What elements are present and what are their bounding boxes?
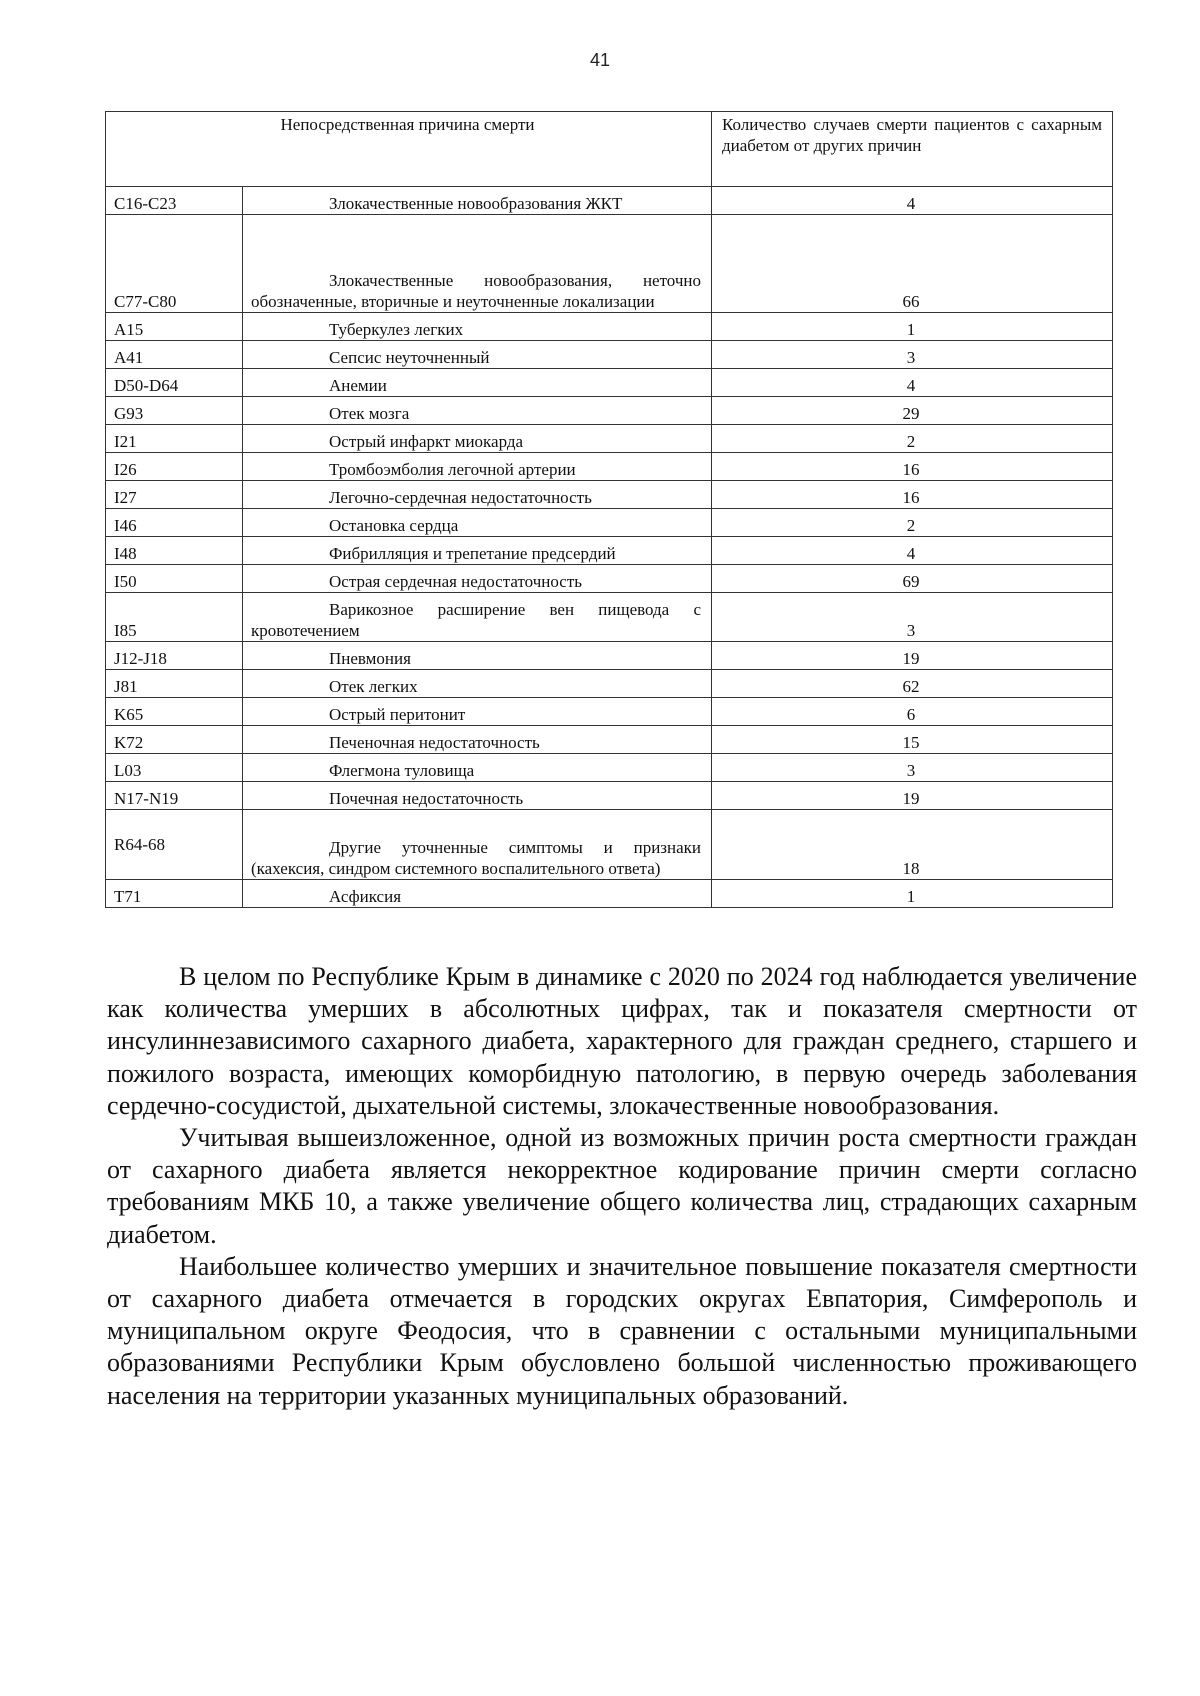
table-row — [106, 341, 1113, 369]
paragraph: Наибольшее количество умерших и значительное повышение показателя смертности от сахарного диабета отмечается в городских округах Евпатория, Симферополь и муниципальном округе Феодосия, что в сравнении с остальными муниципальными образованиями Республики Крым обусловлено большой численностью проживающего населения на территории указанных муниципальных образований. — [107, 1251, 1137, 1410]
icd-code: T71 — [106, 880, 243, 908]
icd-code: D50-D64 — [106, 369, 243, 397]
death-causes-table — [105, 111, 1113, 908]
icd-code: I21 — [106, 425, 243, 453]
icd-code: L03 — [106, 754, 243, 782]
paragraph: В целом по Республике Крым в динамике с 2020 по 2024 год наблюдается увеличение как количества умерших в абсолютных цифрах, так и показателя смертности от инсулиннезависимого сахарного диабета, характерного для граждан среднего, старшего и пожилого возраста, имеющих коморбидную патологию, в первую очередь заболевания сердечно-сосудистой, дыхательной системы, злокачественные новообразования. — [107, 962, 1137, 1120]
case-count: 3 — [712, 754, 1113, 782]
table-row — [106, 215, 1113, 313]
case-count: 19 — [712, 782, 1113, 810]
table-row — [106, 481, 1113, 509]
icd-code: J12-J18 — [106, 642, 243, 670]
table-row — [106, 565, 1113, 593]
cause-name: Легочно-сердечная недостаточность — [243, 481, 712, 509]
cause-name: Острый перитонит — [243, 698, 712, 726]
case-count: 69 — [712, 565, 1113, 593]
case-count: 18 — [712, 810, 1113, 880]
table-header-row — [106, 112, 1113, 187]
case-count: 4 — [712, 369, 1113, 397]
cause-name: Злокачественные новообразования, неточно обозначенные, вторичные и неуточненные локализации — [243, 215, 712, 313]
header-cause: Непосредственная причина смерти — [106, 112, 712, 187]
cause-name: Флегмона туловища — [243, 754, 712, 782]
icd-code: R64-68 — [106, 810, 243, 880]
icd-code: J81 — [106, 670, 243, 698]
case-count: 3 — [712, 341, 1113, 369]
icd-code: A41 — [106, 341, 243, 369]
cause-name: Тромбоэмболия легочной артерии — [243, 453, 712, 481]
cause-name: Фибрилляция и трепетание предсердий — [243, 537, 712, 565]
cause-name: Почечная недостаточность — [243, 782, 712, 810]
case-count: 15 — [712, 726, 1113, 754]
case-count: 3 — [712, 593, 1113, 642]
table-row — [106, 397, 1113, 425]
case-count: 4 — [712, 537, 1113, 565]
case-count: 1 — [712, 880, 1113, 908]
cause-name: Сепсис неуточненный — [243, 341, 712, 369]
icd-code: K65 — [106, 698, 243, 726]
cause-name: Туберкулез легких — [243, 313, 712, 341]
cause-name: Отек легких — [243, 670, 712, 698]
table-row — [106, 593, 1113, 642]
icd-code: G93 — [106, 397, 243, 425]
icd-code: I26 — [106, 453, 243, 481]
page-number: 41 — [589, 50, 611, 70]
cause-name: Острый инфаркт миокарда — [243, 425, 712, 453]
table-row — [106, 425, 1113, 453]
case-count: 2 — [712, 425, 1113, 453]
table-row — [106, 670, 1113, 698]
table-row — [106, 369, 1113, 397]
cause-name: Асфиксия — [243, 880, 712, 908]
paragraph: Учитывая вышеизложенное, одной из возможных причин роста смертности граждан от сахарного диабета является некорректное кодирование причин смерти согласно требованиям МКБ 10, а также увеличение общего количества лиц, страдающих сахарным диабетом. — [107, 1123, 1137, 1249]
table-row — [106, 810, 1113, 880]
icd-code: C16-C23 — [106, 187, 243, 215]
cause-name: Злокачественные новообразования ЖКТ — [243, 187, 712, 215]
icd-code: I27 — [106, 481, 243, 509]
cause-name: Острая сердечная недостаточность — [243, 565, 712, 593]
icd-code: N17-N19 — [106, 782, 243, 810]
case-count: 62 — [712, 670, 1113, 698]
cause-name: Анемии — [243, 369, 712, 397]
cause-name: Другие уточненные симптомы и признаки (кахексия, синдром системного воспалительного ответа) — [243, 810, 712, 880]
table-row — [106, 187, 1113, 215]
table-row — [106, 313, 1113, 341]
case-count: 6 — [712, 698, 1113, 726]
cause-name: Печеночная недостаточность — [243, 726, 712, 754]
case-count: 19 — [712, 642, 1113, 670]
table-row — [106, 880, 1113, 908]
table-row — [106, 537, 1113, 565]
cause-name: Остановка сердца — [243, 509, 712, 537]
icd-code: I85 — [106, 593, 243, 642]
table-row — [106, 509, 1113, 537]
icd-code: C77-C80 — [106, 215, 243, 313]
table-row — [106, 754, 1113, 782]
cause-name: Отек мозга — [243, 397, 712, 425]
table-row — [106, 642, 1113, 670]
table-row — [106, 726, 1113, 754]
case-count: 66 — [712, 215, 1113, 313]
case-count: 1 — [712, 313, 1113, 341]
table-row — [106, 698, 1113, 726]
case-count: 16 — [712, 481, 1113, 509]
body-text — [107, 961, 1137, 1412]
icd-code: A15 — [106, 313, 243, 341]
case-count: 29 — [712, 397, 1113, 425]
header-count: Количество случаев смерти пациентов с сахарным диабетом от других причин — [712, 112, 1113, 187]
case-count: 4 — [712, 187, 1113, 215]
cause-name: Варикозное расширение вен пищевода с кровотечением — [243, 593, 712, 642]
table-row — [106, 453, 1113, 481]
case-count: 16 — [712, 453, 1113, 481]
case-count: 2 — [712, 509, 1113, 537]
icd-code: I48 — [106, 537, 243, 565]
icd-code: K72 — [106, 726, 243, 754]
cause-name: Пневмония — [243, 642, 712, 670]
table-row — [106, 782, 1113, 810]
icd-code: I50 — [106, 565, 243, 593]
icd-code: I46 — [106, 509, 243, 537]
